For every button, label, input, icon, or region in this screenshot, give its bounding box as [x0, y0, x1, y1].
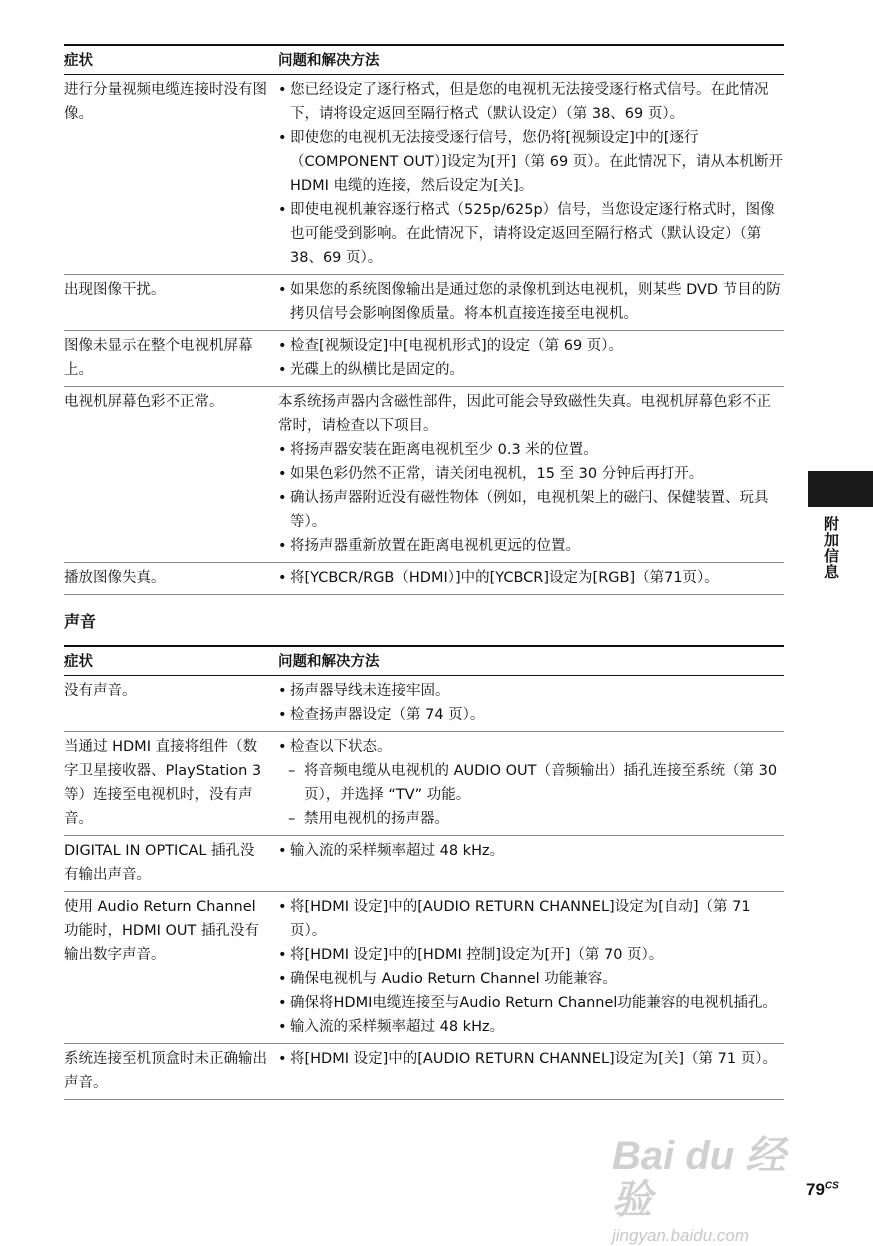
solution-bullet: • 将[YCBCR/RGB（HDMI）]中的[YCBCR]设定为[RGB]（第71页）。 — [278, 566, 784, 590]
sound-troubleshooting-table — [64, 645, 784, 1100]
watermark — [612, 1134, 812, 1245]
symptom-cell: 图像未显示在整个电视机屏幕上。 — [64, 331, 278, 387]
solution-cell — [278, 387, 784, 563]
header-symptom: 症状 — [64, 646, 278, 676]
solution-bullet: • 即使电视机兼容逐行格式（525p/625p）信号，当您设定逐行格式时，图像也可能受到影响。在此情况下，请将设定返回至隔行格式（默认设定）（第 38、69 页）。 — [278, 198, 784, 270]
symptom-cell: 播放图像失真。 — [64, 563, 278, 595]
symptom-cell: 没有声音。 — [64, 676, 278, 732]
symptom-cell: 当通过 HDMI 直接将组件（数字卫星接收器、PlayStation 3 等）连接至电视机时，没有声音。 — [64, 732, 278, 836]
section-title-sound: 声音 — [64, 612, 97, 631]
solution-bullet: • 如果色彩仍然不正常，请关闭电视机，15 至 30 分钟后再打开。 — [278, 462, 784, 486]
symptom-cell: 电视机屏幕色彩不正常。 — [64, 387, 278, 563]
table-row — [64, 275, 784, 331]
table-row — [64, 676, 784, 732]
solution-bullet: • 将[HDMI 设定]中的[AUDIO RETURN CHANNEL]设定为[关]（第 71 页）。 — [278, 1047, 784, 1071]
solution-bullet: • 确认扬声器附近没有磁性物体（例如，电视机架上的磁闩、保健装置、玩具等）。 — [278, 486, 784, 534]
page-content — [64, 44, 784, 1100]
solution-subitem: – 禁用电视机的扬声器。 — [278, 807, 784, 831]
solution-bullet: • 确保将HDMI电缆连接至与Audio Return Channel功能兼容的电视机插孔。 — [278, 991, 784, 1015]
table-row — [64, 331, 784, 387]
header-solution: 问题和解决方法 — [278, 45, 784, 75]
page-number-suffix: CS — [824, 1180, 839, 1192]
solution-cell — [278, 563, 784, 595]
page-number — [806, 1180, 839, 1200]
solution-text: 本系统扬声器内含磁性部件，因此可能会导致磁性失真。电视机屏幕色彩不正常时，请检查以下项目。 — [278, 394, 771, 434]
symptom-cell: DIGITAL IN OPTICAL 插孔没有输出声音。 — [64, 836, 278, 892]
watermark-url: jingyan.baidu.com — [612, 1226, 750, 1245]
solution-bullet: • 确保电视机与 Audio Return Channel 功能兼容。 — [278, 967, 784, 991]
table-header-row — [64, 45, 784, 75]
watermark-brand: Bai du 经验 — [612, 1134, 786, 1222]
solution-bullet: • 即使您的电视机无法接受逐行信号，您仍将[视频设定]中的[逐行 （COMPONENT OUT）]设定为[开]（第 69 页）。在此情况下，请从本机断开 HDMI 电缆的连接，然后设定为[关]。 — [278, 126, 784, 198]
solution-cell — [278, 275, 784, 331]
chapter-tab-label: 附加信息 — [822, 516, 840, 580]
table-row — [64, 387, 784, 563]
solution-bullet: • 如果您的系统图像输出是通过您的录像机到达电视机，则某些 DVD 节目的防拷贝信号会影响图像质量。将本机直接连接至电视机。 — [278, 278, 784, 326]
solution-cell — [278, 676, 784, 732]
symptom-cell: 使用 Audio Return Channel 功能时，HDMI OUT 插孔没有输出数字声音。 — [64, 892, 278, 1044]
solution-bullet: • 您已经设定了逐行格式，但是您的电视机无法接受逐行格式信号。在此情况下，请将设定返回至隔行格式（默认设定）（第 38、69 页）。 — [278, 78, 784, 126]
solution-cell — [278, 75, 784, 275]
solution-cell — [278, 1044, 784, 1100]
table-row — [64, 563, 784, 595]
video-troubleshooting-table — [64, 44, 784, 595]
table-body — [64, 75, 784, 595]
table-row — [64, 732, 784, 836]
table-body — [64, 676, 784, 1100]
solution-bullet: • 将[HDMI 设定]中的[AUDIO RETURN CHANNEL]设定为[自动]（第 71 页）。 — [278, 895, 784, 943]
table-row — [64, 892, 784, 1044]
solution-cell — [278, 331, 784, 387]
solution-bullet: • 检查[视频设定]中[电视机形式]的设定（第 69 页）。 — [278, 334, 784, 358]
solution-cell — [278, 892, 784, 1044]
solution-cell — [278, 836, 784, 892]
header-symptom: 症状 — [64, 45, 278, 75]
solution-bullet: • 检查扬声器设定（第 74 页）。 — [278, 703, 784, 727]
symptom-cell: 系统连接至机顶盒时未正确输出声音。 — [64, 1044, 278, 1100]
solution-bullet: • 光碟上的纵横比是固定的。 — [278, 358, 784, 382]
header-solution: 问题和解决方法 — [278, 646, 784, 676]
solution-bullet: • 检查以下状态。 — [278, 735, 784, 759]
solution-cell — [278, 732, 784, 836]
table-row — [64, 836, 784, 892]
solution-subitem: – 将音频电缆从电视机的 AUDIO OUT（音频输出）插孔连接至系统（第 30 页），并选择 “TV” 功能。 — [278, 759, 784, 807]
solution-bullet: • 将扬声器安装在距离电视机至少 0.3 米的位置。 — [278, 438, 784, 462]
table-row — [64, 75, 784, 275]
page-number-value: 79 — [806, 1180, 825, 1199]
solution-bullet: • 将[HDMI 设定]中的[HDMI 控制]设定为[开]（第 70 页）。 — [278, 943, 784, 967]
solution-bullet: • 扬声器导线未连接牢固。 — [278, 679, 784, 703]
symptom-cell: 出现图像干扰。 — [64, 275, 278, 331]
solution-bullet: • 输入流的采样频率超过 48 kHz。 — [278, 839, 784, 863]
table-header-row — [64, 646, 784, 676]
solution-bullet: • 将扬声器重新放置在距离电视机更远的位置。 — [278, 534, 784, 558]
symptom-cell: 进行分量视频电缆连接时没有图像。 — [64, 75, 278, 275]
chapter-tab-marker — [808, 471, 873, 507]
solution-bullet: • 输入流的采样频率超过 48 kHz。 — [278, 1015, 784, 1039]
table-row — [64, 1044, 784, 1100]
